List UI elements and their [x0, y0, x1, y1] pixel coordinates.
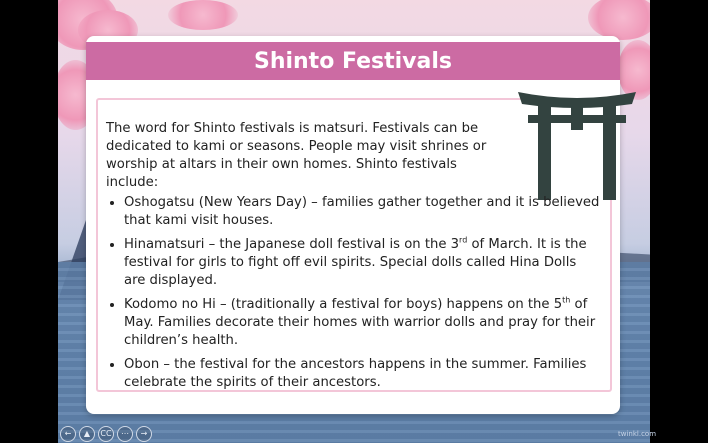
content-card: [86, 36, 620, 414]
list-item: • Oshogatsu (New Years Day) – families gather together and it is believed that kami visit houses.: [124, 194, 601, 230]
cherry-blossom: [168, 0, 238, 30]
list-item: • Hinamatsuri – the Japanese doll festival is on the 3rd of March. It is the festival for girls to fight off evil spirits. Special dolls called Hina Dolls are displayed.: [124, 236, 601, 290]
closed-captions-icon[interactable]: CC: [98, 426, 114, 442]
back-arrow-icon[interactable]: ←: [60, 426, 76, 442]
slide-title: Shinto Festivals: [253, 48, 453, 74]
watermark: twinkl.com: [618, 430, 657, 438]
home-icon[interactable]: ▲: [79, 426, 95, 442]
intro-paragraph: The word for Shinto festivals is matsuri. Festivals can be dedicated to kami or seasons. People may visit shrines or worship at altars in their own homes. Shinto festivals include:: [106, 121, 487, 190]
cherry-blossom: [588, 0, 650, 40]
more-icon[interactable]: ⋯: [117, 426, 133, 442]
title-bar: [86, 42, 620, 80]
festival-list: [106, 194, 601, 392]
presentation-controls: [60, 426, 152, 442]
forward-arrow-icon[interactable]: →: [136, 426, 152, 442]
slide-body: [106, 120, 601, 398]
slide: [58, 0, 650, 443]
list-item: • Kodomo no Hi – (traditionally a festival for boys) happens on the 5th of May. Families decorate their homes with warrior dolls and pray for their children’s health.: [124, 296, 601, 350]
list-item: • Obon – the festival for the ancestors happens in the summer. Families celebrate the spirits of their ancestors.: [124, 356, 601, 392]
